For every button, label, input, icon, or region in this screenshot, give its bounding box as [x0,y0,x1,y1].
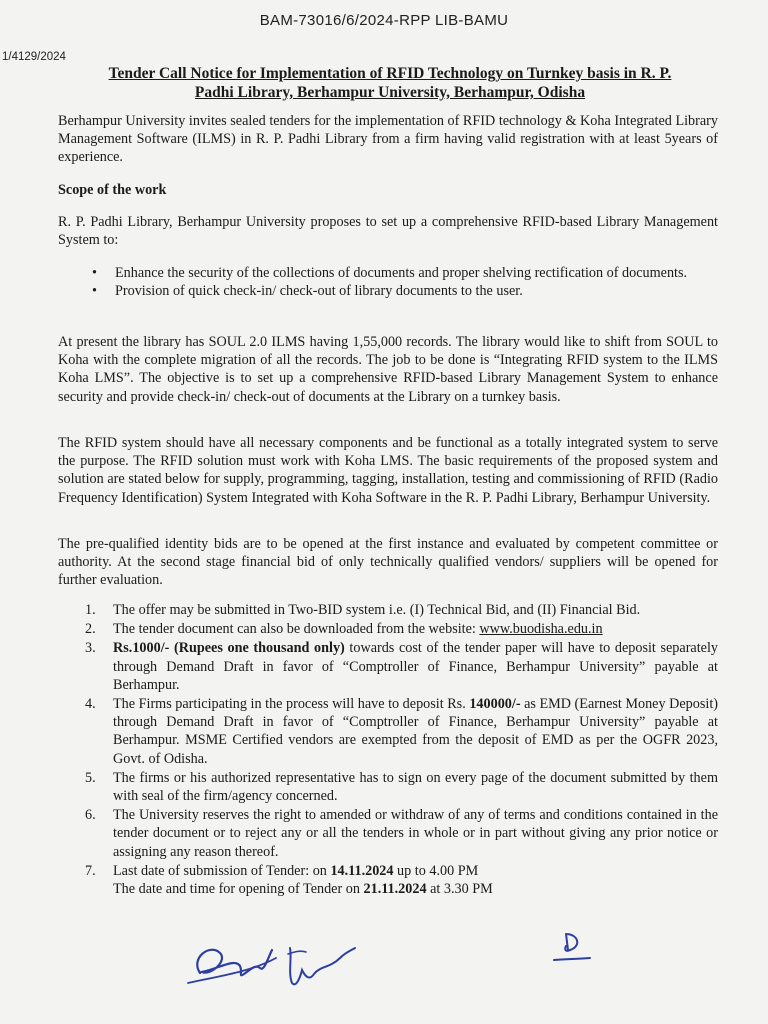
list-item [58,639,718,694]
item-number: 3. [85,640,96,657]
present-text: At present the library has SOUL 2.0 ILMS having 1,55,000 records. The library would like to shift from SOUL to Koha with the complete migration of all the records. The job to be done is “Integrating RFID system to the ILMS Koha LMS”. The objective is to set up a comprehensive RFID-based Library Management System to enhance security and provide check-in/ check-out of documents at the Library on a turnkey basis. [58,334,718,405]
bullet-item: • Enhance the security of the collections of documents and proper shelving rectification of documents. [58,264,718,282]
item-text: at 3.30 PM [426,881,493,898]
item-text: towards cost of the tender paper will have to deposit separately through Demand Draft in favor of “Comptroller of Finance, Berhampur University” payable at Berhampur. [113,640,718,693]
bids-text: The pre-qualified identity bids are to be opened at the first instance and evaluated by competent committee or authority. At the second stage financial bid of only technically qualified vendors/ suppliers will be opened for further evaluation. [58,536,718,589]
list-item [58,620,718,638]
bids-paragraph [58,535,718,590]
conditions-list [58,601,718,899]
signature-1-icon [180,928,370,998]
scope-paragraph [58,213,718,249]
item-text: The tender document can also be downloaded from the website: [113,621,480,638]
scope-heading [58,181,718,199]
rfid-text: The RFID system should have all necessary components and be functional as a totally integrated system to serve the purpose. The RFID solution must work with Koha LMS. The basic requirements of the proposed system and solution are stated below for supply, programming, tagging, installation, testing and commissioning of RFID (Radio Frequency Identification) System Integrated with Koha Software in the R. P. Padhi Library, Berhampur University. [58,435,718,506]
intro-text: Berhampur University invites sealed tenders for the implementation of RFID technology & Koha Integrated Library Management Software (ILMS) in R. P. Padhi Library from a firm having valid registration with at least 5years of experience. [58,113,718,166]
submission-date: 14.11.2024 [330,862,394,879]
list-item [58,769,718,805]
item-number: 6. [85,807,96,824]
signature-2-icon [550,928,600,968]
title-line-2: Padhi Library, Berhampur University, Berhampur, Odisha [194,84,586,101]
scope-heading-text: Scope of the work [58,182,167,198]
scope-bullet-list [58,264,718,300]
rfid-paragraph [58,434,718,507]
website-link[interactable]: www.buodisha.edu.in [479,621,603,638]
item-number: 4. [85,696,96,713]
item-text: as EMD (Earnest Money Deposit) through Demand Draft in favor of “Comptroller of Finance, Berhampur University” payable at Berhampur. MSME Certified vendors are exempted from the deposit of EMD as per the OGFR 2023, Govt. of Odisha. [113,696,718,767]
item-number: 7. [85,862,96,879]
item-text: The Firms participating in the process will have to deposit Rs. [113,696,470,713]
title-line-1: Tender Call Notice for Implementation of RFID Technology on Turnkey basis in R. P. [108,65,672,82]
list-item [58,862,718,898]
list-item [58,601,718,619]
item-text: The firms or his authorized representative has to sign on every page of the document submitted by them with seal of the firm/agency concerned. [113,769,718,805]
item-text: The offer may be submitted in Two-BID system i.e. (I) Technical Bid, and (II) Financial Bid. [113,602,641,618]
present-paragraph [58,333,718,406]
item-text: Last date of submission of Tender: on [113,862,331,879]
intro-paragraph [58,112,718,167]
item-text: The University reserves the right to amended or withdraw of any of terms and conditions contained in the tender document or to reject any or all the tenders in whole or in part without giving any prior notice or assigning any reason thereof. [113,807,718,860]
item-number: 1. [85,602,96,618]
reference-header: BAM-73016/6/2024-RPP LIB-BAMU [259,12,509,29]
list-item [58,695,718,768]
inward-number: 1/4129/2024 [2,51,66,63]
bullet-item: • Provision of quick check-in/ check-out of library documents to the user. [58,282,718,300]
document-title [60,64,720,102]
tender-fee: Rs.1000/- (Rupees one thousand only) [113,640,345,657]
emd-amount: 140000/- [469,696,521,713]
item-number: 2. [85,621,96,638]
item-text: The date and time for opening of Tender on [113,881,364,898]
item-text: up to 4.00 PM [393,862,479,879]
opening-date: 21.11.2024 [363,881,427,898]
item-number: 5. [85,769,96,786]
scope-text: R. P. Padhi Library, Berhampur University proposes to set up a comprehensive RFID-based Library Management System to: [58,214,718,249]
list-item [58,806,718,861]
